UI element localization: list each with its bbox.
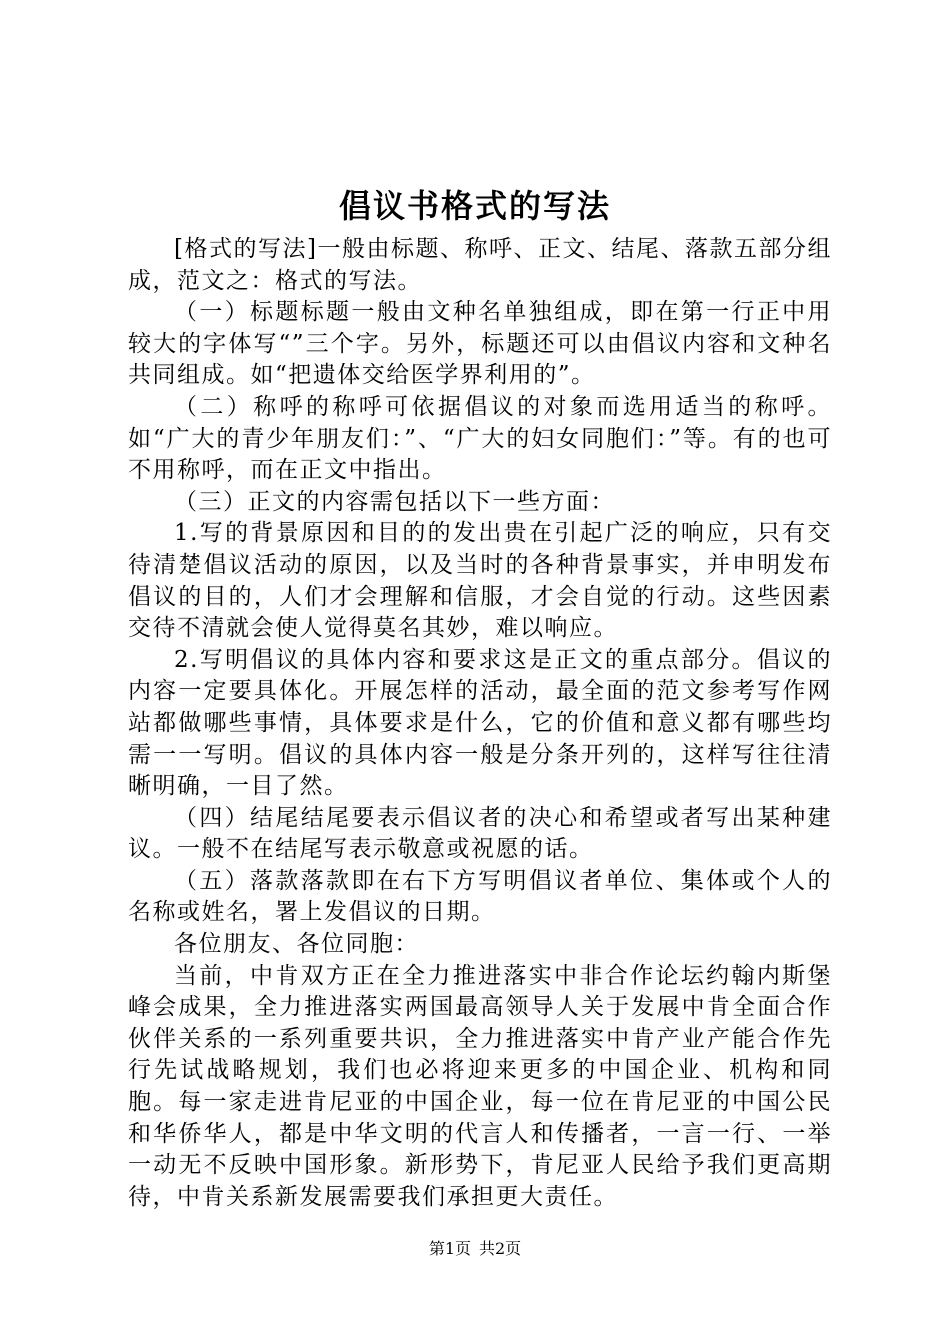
page-number-total: 共2页 (479, 1239, 522, 1258)
paragraph-body-section: （三）正文的内容需包括以下一些方面： (174, 488, 615, 515)
paragraph-ending-section: （四）结尾结尾要表示倡议者的决心和希望或者写出某种建议。一般不在结尾写表示敬意或祝愿的话。 (128, 804, 832, 863)
page-number-current: 第1页 (428, 1239, 471, 1258)
page-footer (0, 1238, 950, 1260)
paragraph-intro: [格式的写法]一般由标题、称呼、正文、结尾、落款五部分组成，范文之：格式的写法。 (128, 236, 832, 294)
paragraph-main-text: 当前，中肯双方正在全力推进落实中非合作论坛约翰内斯堡峰会成果，全力推进落实两国最高领导人关于发展中肯全面合作伙伴关系的一系列重要共识，全力推进落实中肯产业产能合作先行先试战略规划，我们也必将迎来更多的中国企业、机构和同胞。每一家走进肯尼亚的中国企业，每一位在肯尼亚的中国公民和华侨华人，都是中华文明的代言人和传播者，一言一行、一举一动无不反映中国形象。新形势下，肯尼亚人民给予我们更高期待，中肯关系新发展需要我们承担更大责任。 (128, 962, 832, 1210)
document-title: 倡议书格式的写法 (338, 187, 611, 225)
paragraph-signature-section: （五）落款落款即在右下方写明倡议者单位、集体或个人的名称或姓名，署上发倡议的日期。 (128, 867, 832, 926)
paragraph-body-item-2: 2.写明倡议的具体内容和要求这是正文的重点部分。倡议的内容一定要具体化。开展怎样的活动，最全面的范文参考写作网站都做哪些事情，具体要求是什么，它的价值和意义都有哪些均需一一写明。倡议的具体内容一般是分条开列的，这样写往往清晰明确，一目了然。 (128, 646, 832, 800)
paragraph-title-section: （一）标题标题一般由文种名单独组成，即在第一行正中用较大的字体写“”三个字。另外，标题还可以由倡议内容和文种名共同组成。如“把遗体交给医学界利用的”。 (128, 299, 832, 389)
paragraph-body-item-1: 1.写的背景原因和目的的发出贵在引起广泛的响应，只有交待清楚倡议活动的原因，以及当时的各种背景事实，并申明发布倡议的目的，人们才会理解和信服，才会自觉的行动。这些因素交待不清就会使人觉得莫名其妙，难以响应。 (128, 520, 832, 642)
paragraph-greeting: 各位朋友、各位同胞： (174, 931, 419, 958)
document-body (128, 234, 832, 1213)
paragraph-salutation-section: （二）称呼的称呼可依据倡议的对象而选用适当的称呼。如“广大的青少年朋友们：”、“广大的妇女同胞们：”等。有的也可不用称呼，而在正文中指出。 (128, 393, 832, 484)
